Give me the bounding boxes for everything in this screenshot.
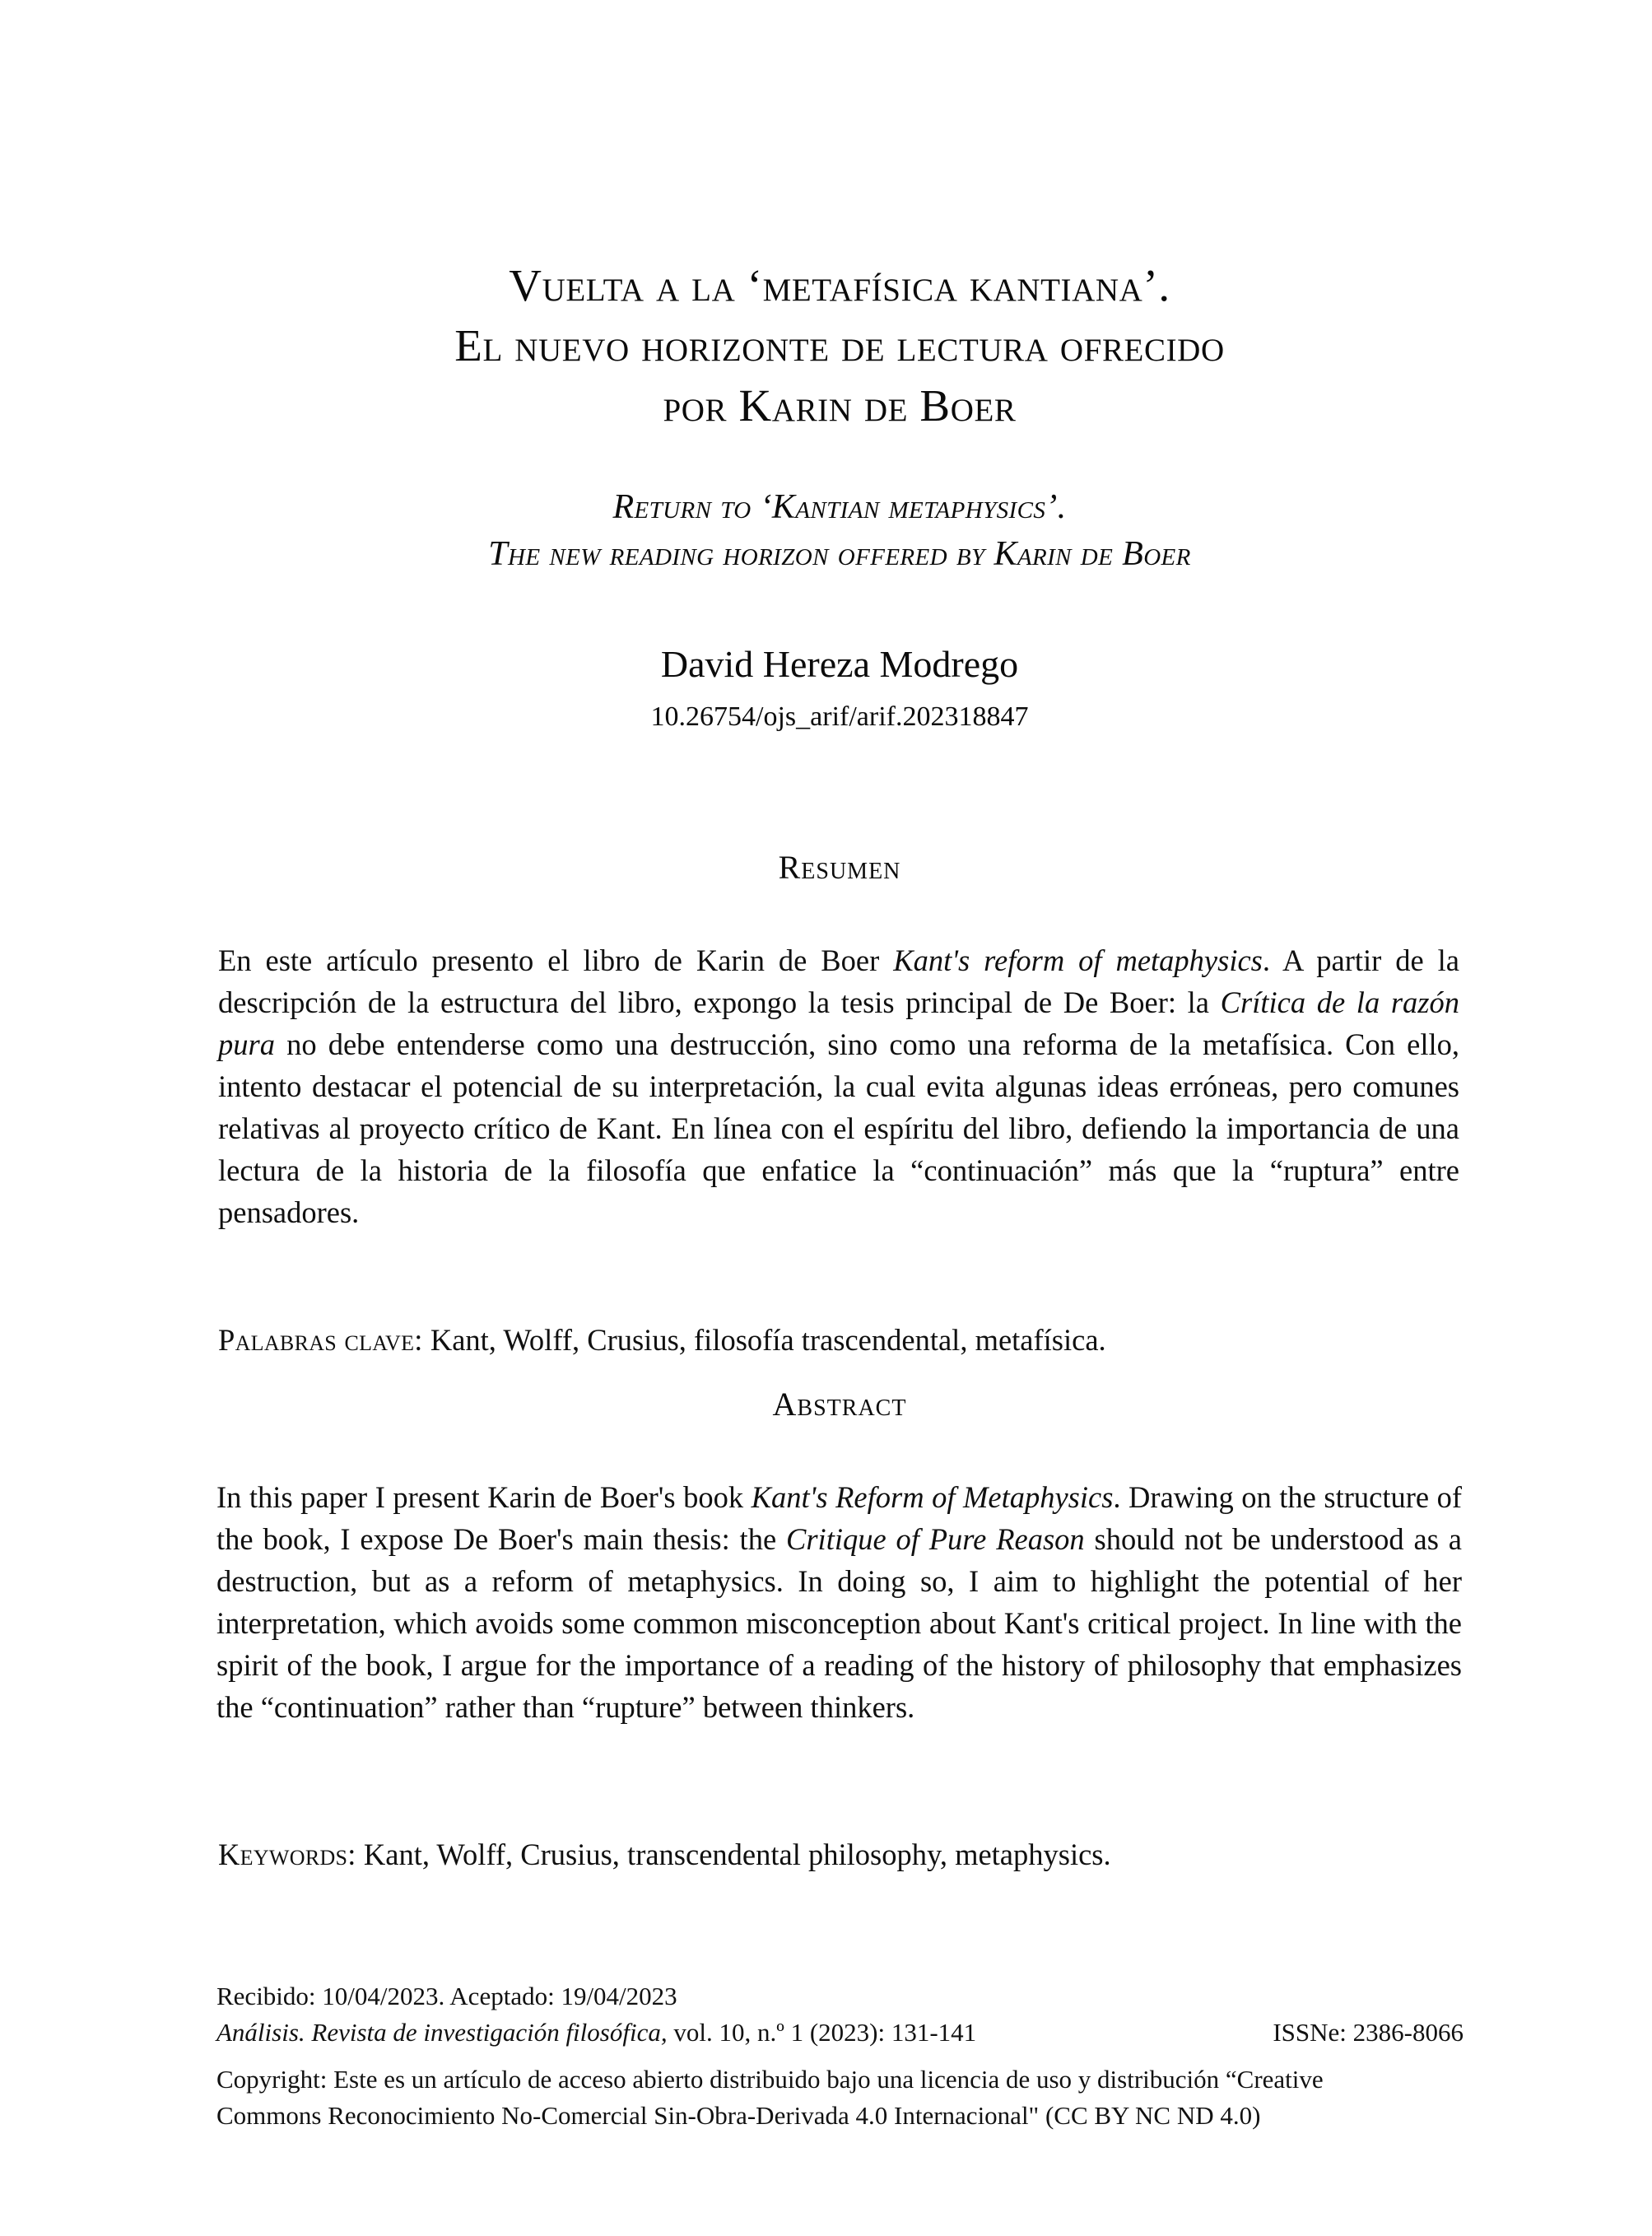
title-line-3: por Karin de Boer bbox=[663, 380, 1017, 431]
footer-journal-citation bbox=[216, 2015, 976, 2051]
abstract-es-critique-title: Crítica de la razón pura bbox=[218, 985, 1459, 1061]
keywords-label: Keywords: bbox=[218, 1837, 356, 1871]
abstract-spanish bbox=[218, 939, 1459, 1233]
abstract-en-text-1: In this paper I present Karin de Boer's book bbox=[216, 1479, 752, 1514]
footer-volume-issue-pages: vol. 10, n.º 1 (2023): 131-141 bbox=[667, 2018, 977, 2047]
title-line-2: El nuevo horizonte de lectura ofrecido bbox=[454, 320, 1225, 371]
palabras-clave-line bbox=[218, 1321, 1461, 1360]
author-name: David Hereza Modrego bbox=[660, 643, 1019, 685]
author-block bbox=[218, 641, 1461, 735]
abstract-es-book-title: Kant's reform of metaphysics bbox=[893, 943, 1263, 977]
abstract-en-critique-title: Critique of Pure Reason bbox=[786, 1521, 1085, 1556]
footer-copyright-line-2: Commons Reconocimiento No-Comercial Sin-Obra-Derivada 4.0 Internacional" (CC BY NC ND 4.0) bbox=[216, 2101, 1261, 2130]
palabras-clave-label: Palabras clave: bbox=[218, 1322, 423, 1357]
footer-copyright-notice bbox=[216, 2061, 1464, 2134]
section-heading-resumen: Resumen bbox=[778, 849, 901, 886]
footer-copyright-line-1: Copyright: Este es un artículo de acceso abierto distribuido bajo una licencia de uso y distribución “Creative bbox=[216, 2065, 1324, 2094]
page-footer bbox=[216, 1978, 1464, 2134]
palabras-clave-values: Kant, Wolff, Crusius, filosofía trascendental, metafísica. bbox=[422, 1322, 1106, 1357]
footer-issn: ISSNe: 2386-8066 bbox=[1273, 2018, 1464, 2047]
keywords-values: Kant, Wolff, Crusius, transcendental philosophy, metaphysics. bbox=[356, 1837, 1111, 1871]
page-title bbox=[218, 255, 1461, 436]
title-line-1: Vuelta a la ‘metafísica kantiana’. bbox=[509, 260, 1170, 310]
abstract-es-text-2: . A partir de la descripción de la estructura del libro, expongo la tesis principal de De Boer: la bbox=[218, 943, 1460, 1019]
abstract-es-text-3: no debe entenderse como una destrucción, sino como una reforma de la metafísica. Con ello, intento destacar el potencial de su interpretación, la cual evita algunas ideas erróneas, pero comunes relativas al proyecto crítico de Kant. En línea con el espíritu del libro, defiendo la importancia de una lectura de la historia de la filosofía que enfatice la “continuación” más que la “ruptura” entre pensadores. bbox=[218, 1027, 1459, 1229]
abstract-en-text-2: . Drawing on the structure of the book, I expose De Boer's main thesis: the bbox=[216, 1479, 1462, 1556]
doi-identifier[interactable]: 10.26754/ojs_arif/arif.202318847 bbox=[650, 701, 1029, 732]
abstract-en-text-3: should not be understood as a destruction, but as a reform of metaphysics. In doing so, I aim to highlight the potential of her interpretation, which avoids some common misconception about Kant's critical project. In line with the spirit of the book, I argue for the importance of a reading of the history of philosophy that emphasizes the “continuation” rather than “rupture” between thinkers. bbox=[216, 1521, 1462, 1724]
subtitle-line-2: The new reading horizon offered by Karin de Boer bbox=[488, 535, 1191, 574]
footer-citation-row bbox=[216, 2015, 1464, 2051]
abstract-en-book-title: Kant's Reform of Metaphysics bbox=[751, 1479, 1114, 1514]
translated-title bbox=[218, 484, 1461, 578]
footer-received-accepted-dates: Recibido: 10/04/2023. Aceptado: 19/04/2023 bbox=[216, 1982, 677, 2010]
abstract-english bbox=[216, 1476, 1462, 1728]
keywords-line bbox=[218, 1835, 1461, 1875]
subtitle-line-1: Return to ‘Kantian metaphysics’. bbox=[612, 488, 1067, 526]
footer-journal-name: Análisis. Revista de investigación filosófica, bbox=[216, 2018, 668, 2047]
abstract-es-text-1: En este artículo presento el libro de Karin de Boer bbox=[218, 943, 894, 977]
section-heading-abstract: Abstract bbox=[772, 1386, 907, 1423]
